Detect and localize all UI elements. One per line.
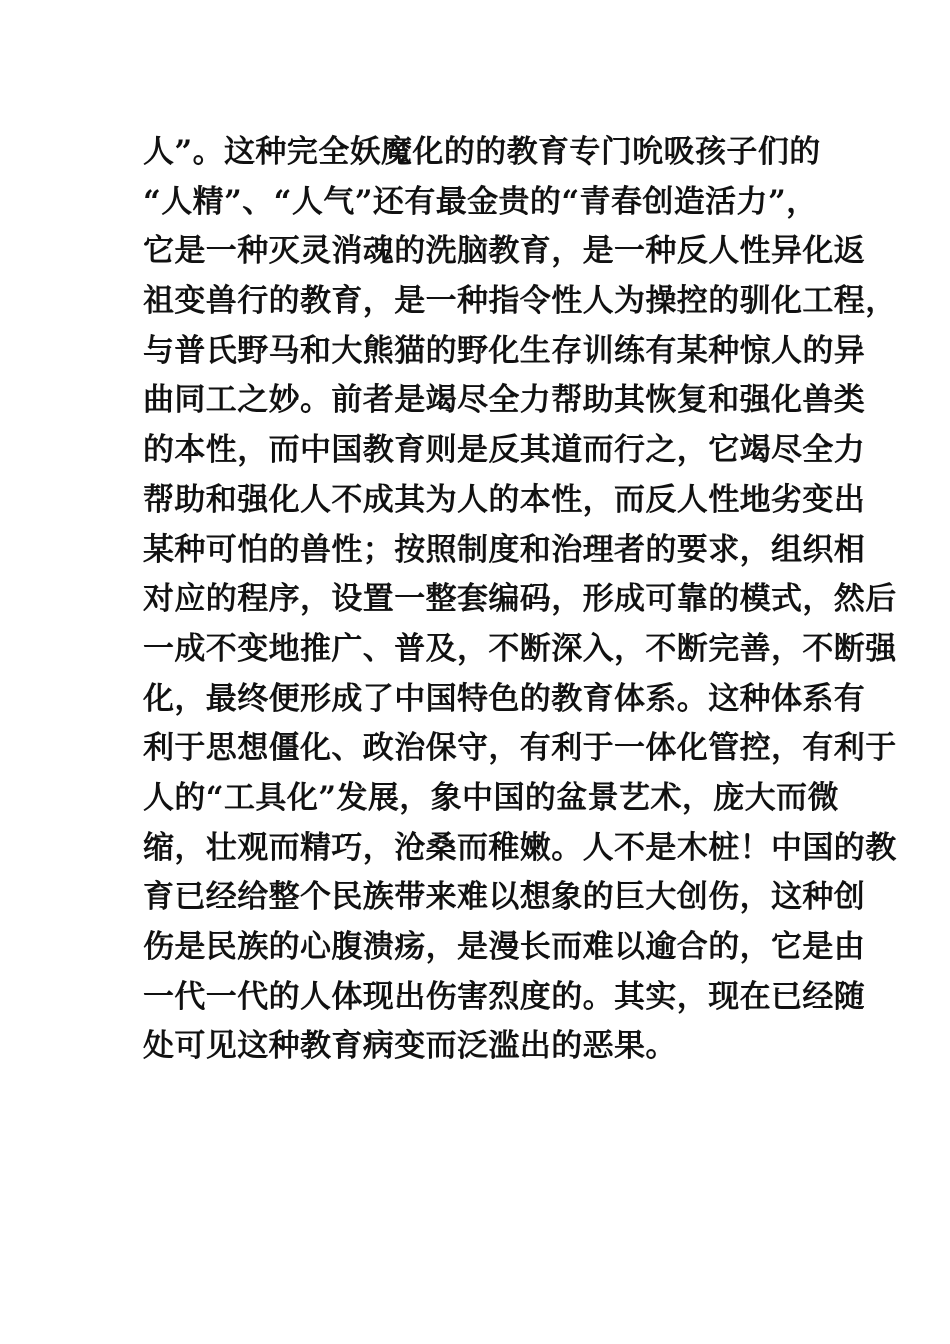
text-line: 处可见这种教育病变而泛滥出的恶果。 bbox=[143, 1028, 677, 1065]
text-line: 一成不变地推广、普及，不断深入，不断完善，不断强 bbox=[143, 630, 897, 667]
text-line: 帮助和强化人不成其为人的本性，而反人性地劣变出 bbox=[143, 481, 866, 518]
text-line: 化，最终便形成了中国特色的教育体系。这种体系有 bbox=[143, 680, 866, 717]
text-line: 与普氏野马和大熊猫的野化生存训练有某种惊人的异 bbox=[143, 332, 866, 369]
text-line: 祖变兽行的教育，是一种指令性人为操控的驯化工程， bbox=[143, 283, 897, 320]
text-line: 利于思想僵化、政治保守，有利于一体化管控，有利于 bbox=[143, 730, 897, 767]
text-line: 伤是民族的心腹溃疡，是漫长而难以逾合的，它是由 bbox=[143, 929, 866, 965]
text-line: “人精”、“人气”还有最金贵的“青春创造活力”， bbox=[143, 183, 818, 220]
text-line: 一代一代的人体现出伤害烈度的。其实，现在已经随 bbox=[143, 978, 866, 1015]
text-line: 缩，壮观而精巧，沧桑而稚嫩。人不是木桩！中国的教 bbox=[143, 829, 897, 866]
text-line: 它是一种灭灵消魂的洗脑教育，是一种反人性异化返 bbox=[143, 233, 866, 270]
text-line: 人”。这种完全妖魔化的的教育专门吮吸孩子们的 bbox=[143, 134, 821, 170]
text-line: 对应的程序，设置一整套编码，形成可靠的模式，然后 bbox=[143, 581, 897, 618]
text-line: 曲同工之妙。前者是竭尽全力帮助其恢复和强化兽类 bbox=[143, 382, 866, 419]
body-paragraph bbox=[143, 128, 897, 1072]
text-line: 某种可怕的兽性；按照制度和治理者的要求，组织相 bbox=[143, 531, 866, 568]
text-line: 的本性，而中国教育则是反其道而行之，它竭尽全力 bbox=[143, 432, 866, 469]
text-line: 人的“工具化”发展，象中国的盆景艺术，庞大而微 bbox=[143, 779, 839, 816]
text-line: 育已经给整个民族带来难以想象的巨大创伤，这种创 bbox=[143, 879, 866, 916]
